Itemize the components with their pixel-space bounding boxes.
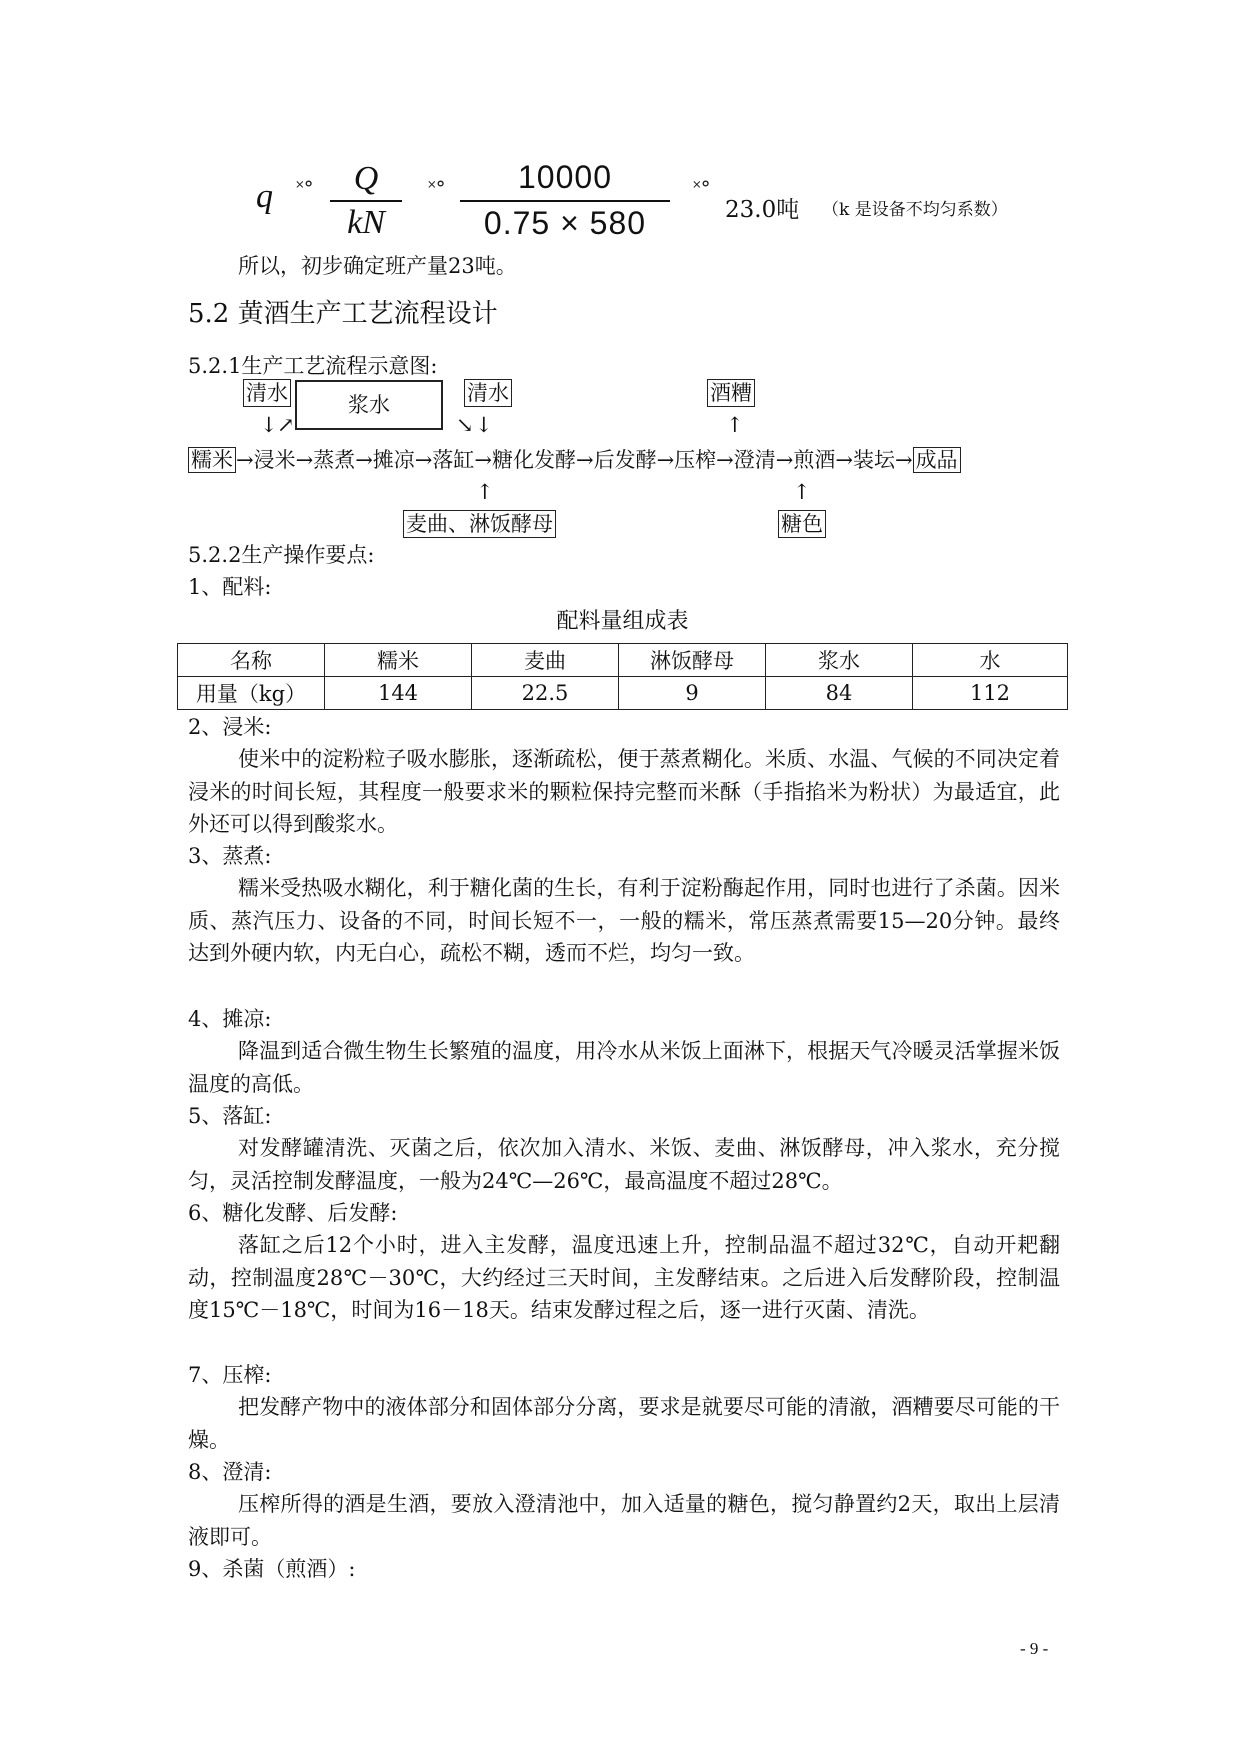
conclusion-text: 所以，初步确定班产量23吨。: [238, 254, 517, 278]
item-8-title: 8、澄清:: [188, 1460, 272, 1484]
table-header-cell: 名称: [178, 644, 325, 677]
item-6-title: 6、糖化发酵、后发酵:: [188, 1201, 398, 1225]
table-cell: 22.5: [472, 677, 619, 710]
process-flow-line: [188, 446, 961, 474]
arrow-se: ↘: [456, 413, 474, 437]
arrow-down-2: ↓: [475, 413, 493, 437]
table-header-cell: 麦曲: [472, 644, 619, 677]
item-5-body: 对发酵罐清洗、灭菌之后，依次加入清水、米饭、麦曲、淋饭酵母，冲入浆水，充分搅匀，灵活控制发酵温度，一般为24℃—26℃，最高温度不超过28℃。: [188, 1136, 1060, 1193]
formula-q: q: [256, 178, 273, 215]
formula-junk-1: ˟°: [296, 176, 314, 200]
arrow-ne: ↗: [277, 413, 295, 437]
formula-result: 23.0吨: [725, 197, 800, 223]
fraction-2-bar: [460, 200, 670, 202]
input-water-1: 清水: [243, 379, 291, 407]
item-3-body: 糯米受热吸水糊化，利于糖化菌的生长，有利于淀粉酶起作用，同时也进行了杀菌。因米质、蒸汽压力、设备的不同，时间长短不一，一般的糯米，常压蒸煮需要15—20分钟。最终达到外硬内软，内无白心，疏松不糊，透而不烂，均匀一致。: [188, 876, 1060, 965]
section-title: 5.2 黄酒生产工艺流程设计: [188, 299, 498, 329]
item-7-body: 把发酵产物中的液体部分和固体部分分离，要求是就要尽可能的清澈，酒糟要尽可能的干燥。: [188, 1395, 1060, 1452]
table-header-cell: 糯米: [325, 644, 472, 677]
end-product: 成品: [913, 447, 961, 473]
page-number: - 9 -: [1020, 1639, 1049, 1658]
formula-fraction-1: [330, 160, 402, 242]
input-caramel: 糖色: [778, 510, 826, 538]
arrow-down-1: ↓: [260, 413, 278, 437]
item-5-title: 5、落缸:: [188, 1104, 272, 1128]
subsection-flowchart-title: 5.2.1生产工艺流程示意图:: [188, 354, 438, 378]
item-3-title: 3、蒸煮:: [188, 844, 272, 868]
start-rice: 糯米: [188, 447, 236, 473]
table-header-cell: 淋饭酵母: [619, 644, 766, 677]
fraction-1-denominator: kN: [347, 204, 385, 241]
table-cell: 112: [913, 677, 1068, 710]
item-4-title: 4、摊凉:: [188, 1007, 272, 1031]
arrow-up-caramel: ↑: [793, 480, 811, 504]
formula-junk-3: ˟°: [693, 176, 711, 200]
ingredient-table: [177, 643, 1068, 710]
table-cell: 84: [766, 677, 913, 710]
table-cell: 用量（kg）: [178, 677, 325, 710]
formula-fraction-2: [460, 158, 670, 242]
item-4-body: 降温到适合微生物生长繁殖的温度，用冷水从米饭上面淋下，根据天气冷暖灵活掌握米饭温度的高低。: [188, 1039, 1060, 1096]
table-header-row: [178, 644, 1068, 677]
input-water-2: 清水: [464, 379, 512, 407]
formula-junk-2: ˟°: [428, 176, 446, 200]
fraction-1-numerator: Q: [353, 160, 379, 197]
table-header-cell: 浆水: [766, 644, 913, 677]
table-caption: 配料量组成表: [556, 609, 689, 634]
item-7-title: 7、压榨:: [188, 1363, 272, 1387]
input-slurry: 浆水: [295, 380, 443, 430]
output-lees: 酒糟: [707, 379, 755, 407]
formula-note: （k 是设备不均匀系数）: [822, 200, 1008, 220]
subsection-operations-title: 5.2.2生产操作要点:: [188, 543, 375, 567]
item-1-title: 1、配料:: [188, 575, 272, 599]
item-6-body: 落缸之后12个小时，进入主发酵，温度迅速上升，控制品温不超过32℃，自动开耙翻动，控制温度28℃－30℃，大约经过三天时间，主发酵结束。之后进入后发酵阶段，控制温度15℃－18℃，时间为16－18天。结束发酵过程之后，逐一进行灭菌、清洗。: [188, 1233, 1060, 1322]
item-2-body: 使米中的淀粉粒子吸水膨胀，逐渐疏松，便于蒸煮糊化。米质、水温、气候的不同决定着浸米的时间长短，其程度一般要求米的颗粒保持完整而米酥（手指掐米为粉状）为最适宜，此外还可以得到酸浆水。: [188, 747, 1060, 836]
fraction-2-denominator: 0.75 × 580: [483, 205, 647, 241]
table-cell: 144: [325, 677, 472, 710]
arrow-up-additives: ↑: [476, 480, 494, 504]
fraction-1-bar: [330, 200, 402, 202]
table-header-cell: 水: [913, 644, 1068, 677]
input-additives: 麦曲、淋饭酵母: [403, 510, 556, 538]
arrow-up-lees: ↑: [726, 413, 744, 437]
item-2-title: 2、浸米:: [188, 715, 272, 739]
process-steps: →浸米→蒸煮→摊凉→落缸→糖化发酵→后发酵→压榨→澄清→煎酒→装坛→: [236, 448, 913, 472]
table-cell: 9: [619, 677, 766, 710]
item-9-title: 9、杀菌（煎酒）:: [188, 1557, 356, 1581]
item-8-body: 压榨所得的酒是生酒，要放入澄清池中，加入适量的糖色，搅匀静置约2天，取出上层清液即可。: [188, 1492, 1060, 1549]
table-row: [178, 677, 1068, 710]
fraction-2-numerator: 10000: [518, 159, 612, 195]
